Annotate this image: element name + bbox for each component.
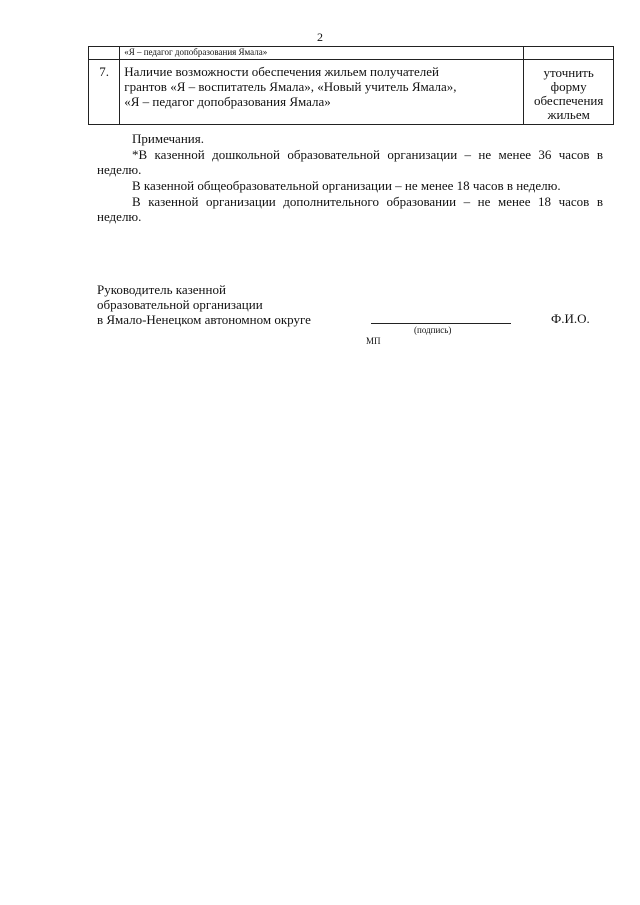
stamp-mark: МП — [366, 336, 381, 346]
notes-title: Примечания. — [132, 131, 204, 146]
row-description — [120, 60, 524, 125]
criteria-table — [88, 46, 614, 125]
signer-title-line: в Ямало-Ненецком автономном округе — [97, 312, 311, 327]
table-row — [89, 60, 614, 125]
row-requirement — [524, 47, 614, 60]
note-item: В казенной организации дополнительного образовании – не менее 18 часов в неделю. — [97, 194, 603, 224]
description-line: Наличие возможности обеспечения жильем получателей — [124, 64, 439, 79]
description-line: «Я – педагог допобразования Ямала» — [124, 94, 331, 109]
notes-section — [97, 131, 603, 225]
requirement-line: обеспечения — [533, 93, 604, 108]
signer-name: Ф.И.О. — [551, 311, 590, 326]
signer-title-line: Руководитель казенной — [97, 282, 226, 297]
signer-title-line: образовательной организации — [97, 297, 263, 312]
requirement-line: форму — [550, 79, 587, 94]
note-item: *В казенной дошкольной образовательной организации – не менее 36 часов в неделю. — [97, 147, 603, 177]
signature-line — [371, 323, 511, 324]
row-number — [89, 47, 120, 60]
table-row — [89, 47, 614, 60]
signature-block — [97, 282, 607, 327]
description-line: грантов «Я – воспитатель Ямала», «Новый учитель Ямала», — [124, 79, 457, 94]
signature-caption: (подпись) — [414, 325, 452, 335]
row-description: «Я – педагог допобразования Ямала» — [120, 47, 524, 60]
row-number: 7. — [89, 60, 120, 125]
row-requirement — [524, 60, 614, 125]
page-number: 2 — [317, 30, 323, 44]
requirement-line: жильем — [547, 107, 590, 122]
requirement-line: уточнить — [543, 65, 594, 80]
note-item: В казенной общеобразовательной организации – не менее 18 часов в неделю. — [132, 178, 561, 193]
